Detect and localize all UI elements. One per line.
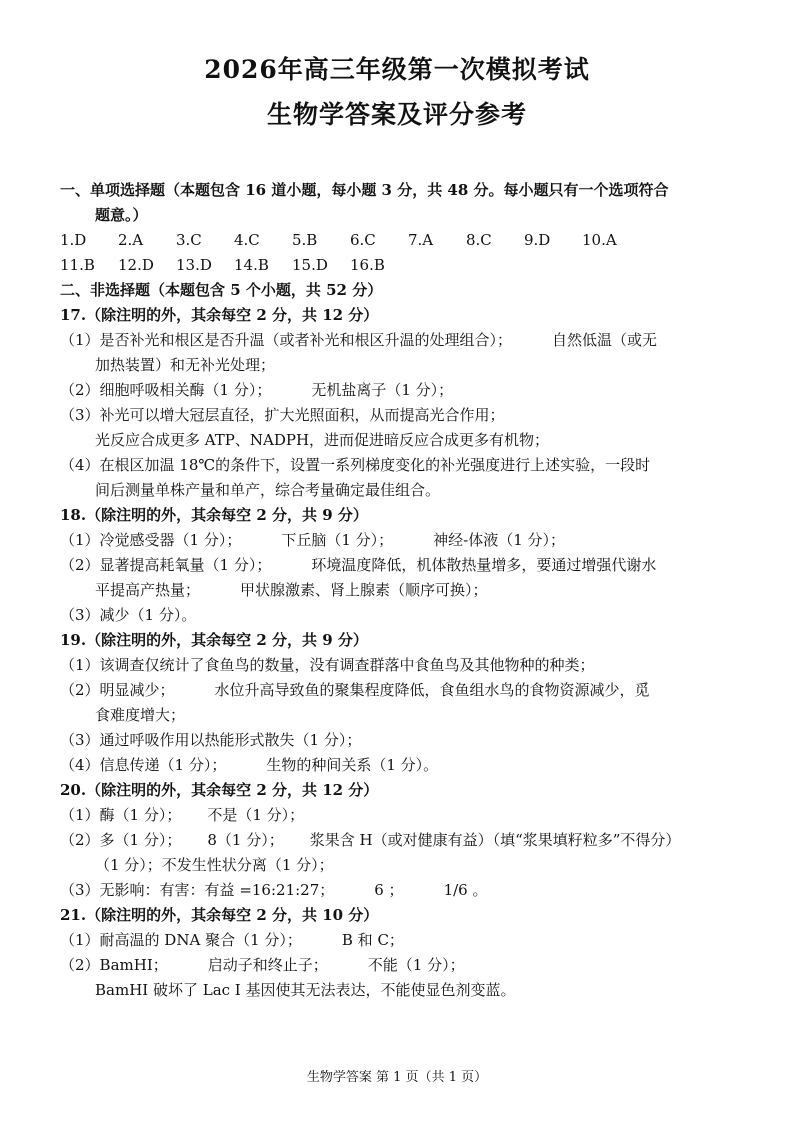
answer-text: （2）明显减少； xyxy=(60,681,175,699)
mc-answer: 14.B xyxy=(234,256,269,274)
q20-answer-1 xyxy=(60,803,740,828)
q18-answer-3: （3）减少（1 分）。 xyxy=(60,606,197,624)
q19-heading: 19.（除注明的外，其余每空 2 分，共 9 分） xyxy=(60,631,368,649)
q20-answer-2-cont: （1 分）；不发生性状分离（1 分）； xyxy=(95,856,334,874)
q19-answer-3: （3）通过呼吸作用以热能形式散失（1 分）； xyxy=(60,731,362,749)
mc-answer: 12.D xyxy=(118,256,154,274)
mc-answer: 10.A xyxy=(582,231,617,249)
answer-text: （1）是否补光和根区是否升温（或者补光和根区升温的处理组合）； xyxy=(60,331,513,349)
mc-answer: 15.D xyxy=(292,256,328,274)
answer-text: 自然低温（或无 xyxy=(552,331,658,349)
answer-text: （2）多（1 分）； xyxy=(60,831,182,849)
q19-answer-2-cont: 食难度增大； xyxy=(95,706,186,724)
answer-text: 神经-体液（1 分）； xyxy=(433,531,566,549)
answer-text: （1）耐高温的 DNA 聚合（1 分）； xyxy=(60,931,302,949)
q18-answer-1 xyxy=(60,528,740,553)
q20-answer-3 xyxy=(60,878,740,903)
mc-answer: 3.C xyxy=(176,231,202,249)
answer-text: 6 ； xyxy=(374,881,404,899)
q18-answer-2 xyxy=(60,553,740,578)
q17-answer-3: （3）补光可以增大冠层直径，扩大光照面积，从而提高光合作用； xyxy=(60,406,505,424)
answer-text: 环境温度降低，机体散热量增多，要通过增强代谢水 xyxy=(311,556,657,574)
answer-text: （2）显著提高耗氧量（1 分）； xyxy=(60,556,272,574)
mc-answer: 16.B xyxy=(350,256,385,274)
page-footer: 生物学答案 第 1 页（共 1 页） xyxy=(306,1070,488,1085)
page-subtitle: 生物学答案及评分参考 xyxy=(266,100,527,129)
q17-answer-3-cont: 光反应合成更多 ATP、NADPH，进而促进暗反应合成更多有机物； xyxy=(95,431,550,449)
answer-text: （2）细胞呼吸相关酶（1 分）； xyxy=(60,381,272,399)
answer-text: （1）酶（1 分）； xyxy=(60,806,182,824)
mc-answer: 8.C xyxy=(466,231,492,249)
answer-text: 水位升高导致鱼的聚集程度降低，食鱼组水鸟的食物资源减少，觅 xyxy=(214,681,650,699)
mc-answer: 6.C xyxy=(350,231,376,249)
answer-text: 甲状腺激素、肾上腺素（顺序可换）； xyxy=(240,581,488,599)
mc-answer: 4.C xyxy=(234,231,260,249)
q19-answer-1: （1）该调查仅统计了食鱼鸟的数量，没有调查群落中食鱼鸟及其他物种的种类； xyxy=(60,656,595,674)
answer-text: （4）信息传递（1 分）； xyxy=(60,756,227,774)
q21-answer-2-cont: BamHI 破坏了 Lac I 基因使其无法表达，不能使显色剂变蓝。 xyxy=(95,981,516,999)
q17-answer-2 xyxy=(60,378,740,403)
answer-text: 不是（1 分）； xyxy=(207,806,305,824)
mc-answer: 2.A xyxy=(118,231,144,249)
answer-text: 8（1 分）； xyxy=(207,831,284,849)
section2-heading: 二、非选择题（本题包含 5 个小题，共 52 分） xyxy=(60,281,383,299)
answer-text: 无机盐离子（1 分）； xyxy=(311,381,454,399)
answer-text: 生物的种间关系（1 分）。 xyxy=(266,756,439,774)
answer-text: 1/6 。 xyxy=(443,881,488,899)
q21-heading: 21.（除注明的外，其余每空 2 分，共 10 分） xyxy=(60,906,379,924)
q17-answer-4: （4）在根区加温 18℃的条件下，设置一系列梯度变化的补光强度进行上述实验，一段时 xyxy=(60,456,651,474)
mc-answers-row-2 xyxy=(60,253,740,278)
answer-text: （2）BamHⅠ； xyxy=(60,956,168,974)
q17-heading: 17.（除注明的外，其余每空 2 分，共 12 分） xyxy=(60,306,379,324)
answer-content xyxy=(60,178,740,1003)
q20-heading: 20.（除注明的外，其余每空 2 分，共 12 分） xyxy=(60,781,379,799)
page-title: 2026年高三年级第一次模拟考试 xyxy=(204,55,590,84)
q21-answer-2 xyxy=(60,953,740,978)
q18-heading: 18.（除注明的外，其余每空 2 分，共 9 分） xyxy=(60,506,368,524)
mc-answer: 11.B xyxy=(60,256,95,274)
q17-answer-1-cont: 加热装置）和无补光处理； xyxy=(95,356,276,374)
q19-answer-2 xyxy=(60,678,740,703)
mc-answers-row-1 xyxy=(60,228,740,253)
mc-answer: 1.D xyxy=(60,231,87,249)
answer-text: （3）无影响：有害：有益 =16:21:27； xyxy=(60,881,335,899)
mc-answer: 13.D xyxy=(176,256,212,274)
section1-heading: 一、单项选择题（本题包含 16 道小题，每小题 3 分，共 48 分。每小题只有一个选项符合 xyxy=(60,181,669,199)
section1-heading-cont: 题意。） xyxy=(95,206,148,224)
q20-answer-2 xyxy=(60,828,740,853)
q18-answer-2-cont xyxy=(60,578,740,603)
answer-text: 下丘脑（1 分）； xyxy=(281,531,394,549)
mc-answer: 5.B xyxy=(292,231,318,249)
q17-answer-1 xyxy=(60,328,740,353)
answer-text: B 和 C； xyxy=(341,931,404,949)
q17-answer-4-cont: 间后测量单株产量和单产，综合考量确定最佳组合。 xyxy=(95,481,441,499)
mc-answer: 9.D xyxy=(524,231,551,249)
answer-text: 浆果含 H（或对健康有益）（填“浆果填籽粒多”不得分） xyxy=(309,831,681,849)
answer-text: 不能（1 分）； xyxy=(367,956,465,974)
q19-answer-4 xyxy=(60,753,740,778)
q21-answer-1 xyxy=(60,928,740,953)
answer-text: 启动子和终止子； xyxy=(207,956,328,974)
mc-answer: 7.A xyxy=(408,231,434,249)
answer-text: （1）冷觉感受器（1 分）； xyxy=(60,531,242,549)
answer-text: 平提高产热量； xyxy=(95,581,201,599)
